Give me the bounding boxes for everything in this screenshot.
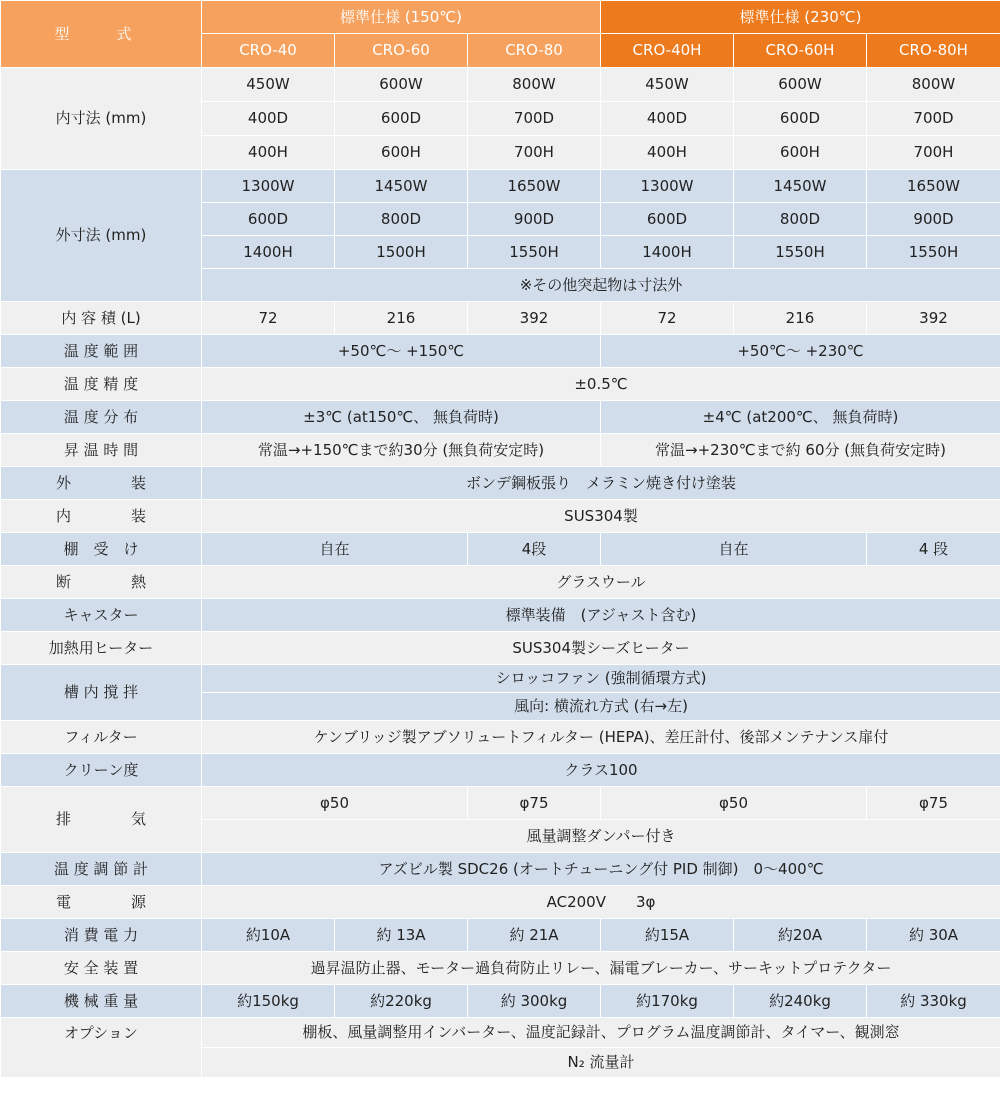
cell: 約 300kg bbox=[468, 985, 601, 1018]
cell: 約 13A bbox=[335, 919, 468, 952]
cell: 72 bbox=[601, 302, 734, 335]
cell: 過昇温防止器、モーター過負荷防止リレー、漏電ブレーカー、サーキットプロテクター bbox=[202, 952, 1000, 985]
cell: 約 21A bbox=[468, 919, 601, 952]
cell: 400D bbox=[202, 102, 335, 136]
cell: +50℃～ +150℃ bbox=[202, 335, 601, 368]
cell: 600H bbox=[335, 136, 468, 170]
cell: 600D bbox=[734, 102, 867, 136]
row-label-agitation: 槽 内 撹 拌 bbox=[1, 665, 202, 721]
row-label-heatup-time: 昇 温 時 間 bbox=[1, 434, 202, 467]
model-header: 型 式 bbox=[1, 1, 202, 68]
cell: 600D bbox=[335, 102, 468, 136]
cell: 4段 bbox=[468, 533, 601, 566]
cell: 216 bbox=[335, 302, 468, 335]
cell: 72 bbox=[202, 302, 335, 335]
row-label-cleanliness: クリーン度 bbox=[1, 754, 202, 787]
cell: +50℃～ +230℃ bbox=[601, 335, 1000, 368]
cell: 900D bbox=[468, 203, 601, 236]
row-label-shelf-support: 棚 受 け bbox=[1, 533, 202, 566]
cell: 1300W bbox=[601, 170, 734, 203]
cell: 700D bbox=[867, 102, 1000, 136]
row-label-exterior: 外 装 bbox=[1, 467, 202, 500]
cell: 1650W bbox=[468, 170, 601, 203]
group-header-230: 標準仕様 (230℃) bbox=[601, 1, 1000, 34]
cell: 450W bbox=[601, 68, 734, 102]
cell: 700D bbox=[468, 102, 601, 136]
cell: 約15A bbox=[601, 919, 734, 952]
row-label-temp-range: 温 度 範 囲 bbox=[1, 335, 202, 368]
row-label-filter: フィルター bbox=[1, 721, 202, 754]
cell: 約240kg bbox=[734, 985, 867, 1018]
cell: φ50 bbox=[202, 787, 468, 820]
cell: 800W bbox=[867, 68, 1000, 102]
cell: シロッコファン (強制循環方式) bbox=[202, 665, 1000, 693]
model-name: CRO-60 bbox=[335, 34, 468, 68]
cell: 約20A bbox=[734, 919, 867, 952]
cell: φ75 bbox=[468, 787, 601, 820]
cell: 1550H bbox=[468, 236, 601, 269]
row-label-heater: 加熱用ヒーター bbox=[1, 632, 202, 665]
cell: 900D bbox=[867, 203, 1000, 236]
row-label-power-supply: 電 源 bbox=[1, 886, 202, 919]
cell: 700H bbox=[468, 136, 601, 170]
group-header-150: 標準仕様 (150℃) bbox=[202, 1, 601, 34]
cell: 400H bbox=[202, 136, 335, 170]
cell: グラスウール bbox=[202, 566, 1000, 599]
cell: 600H bbox=[734, 136, 867, 170]
row-label-safety: 安 全 装 置 bbox=[1, 952, 202, 985]
cell: 600D bbox=[601, 203, 734, 236]
cell: 約170kg bbox=[601, 985, 734, 1018]
model-name: CRO-80H bbox=[867, 34, 1000, 68]
cell: 800D bbox=[335, 203, 468, 236]
cell: 約220kg bbox=[335, 985, 468, 1018]
row-label-weight: 機 械 重 量 bbox=[1, 985, 202, 1018]
cell: 450W bbox=[202, 68, 335, 102]
cell: 400H bbox=[601, 136, 734, 170]
cell: 392 bbox=[867, 302, 1000, 335]
cell: 1450W bbox=[335, 170, 468, 203]
cell: φ75 bbox=[867, 787, 1000, 820]
row-label-inner-dims: 内寸法 (mm) bbox=[1, 68, 202, 170]
row-label-outer-dims: 外寸法 (mm) bbox=[1, 170, 202, 302]
cell: 自在 bbox=[601, 533, 867, 566]
cell: 392 bbox=[468, 302, 601, 335]
cell: AC200V 3φ bbox=[202, 886, 1000, 919]
row-label-volume: 内 容 積 (L) bbox=[1, 302, 202, 335]
cell: 常温→+150℃まで約30分 (無負荷安定時) bbox=[202, 434, 601, 467]
row-label-insulation: 断 熱 bbox=[1, 566, 202, 599]
cell: 800W bbox=[468, 68, 601, 102]
cell: SUS304製 bbox=[202, 500, 1000, 533]
cell: ±0.5℃ bbox=[202, 368, 1000, 401]
cell: 4 段 bbox=[867, 533, 1000, 566]
model-name: CRO-40H bbox=[601, 34, 734, 68]
cell: 1400H bbox=[202, 236, 335, 269]
cell: 標準装備 (アジャスト含む) bbox=[202, 599, 1000, 632]
cell: ±4℃ (at200℃、 無負荷時) bbox=[601, 401, 1000, 434]
row-label-interior: 内 装 bbox=[1, 500, 202, 533]
cell: 216 bbox=[734, 302, 867, 335]
cell: ボンデ鋼板張り メラミン焼き付け塗装 bbox=[202, 467, 1000, 500]
model-name: CRO-60H bbox=[734, 34, 867, 68]
cell: クラス100 bbox=[202, 754, 1000, 787]
cell: 600D bbox=[202, 203, 335, 236]
row-label-power-consumption: 消 費 電 力 bbox=[1, 919, 202, 952]
cell: 800D bbox=[734, 203, 867, 236]
cell: 自在 bbox=[202, 533, 468, 566]
cell: 風向: 横流れ方式 (右→左) bbox=[202, 693, 1000, 721]
cell: 1550H bbox=[734, 236, 867, 269]
row-label-temp-distribution: 温 度 分 布 bbox=[1, 401, 202, 434]
outer-dims-note: ※その他突起物は寸法外 bbox=[202, 269, 1000, 302]
cell: 1500H bbox=[335, 236, 468, 269]
model-name: CRO-40 bbox=[202, 34, 335, 68]
cell: 約 30A bbox=[867, 919, 1000, 952]
cell: ケンブリッジ製アブソリュートフィルター (HEPA)、差圧計付、後部メンテナンス扉付 bbox=[202, 721, 1000, 754]
cell: 600W bbox=[734, 68, 867, 102]
model-name: CRO-80 bbox=[468, 34, 601, 68]
row-label-casters: キャスター bbox=[1, 599, 202, 632]
row-label-temp-controller: 温 度 調 節 計 bbox=[1, 853, 202, 886]
row-label-exhaust: 排 気 bbox=[1, 787, 202, 853]
cell: アズビル製 SDC26 (オートチューニング付 PID 制御) 0～400℃ bbox=[202, 853, 1000, 886]
cell: 400D bbox=[601, 102, 734, 136]
cell: 1450W bbox=[734, 170, 867, 203]
cell: 700H bbox=[867, 136, 1000, 170]
cell: 棚板、風量調整用インバーター、温度記録計、プログラム温度調節計、タイマー、観測窓 bbox=[202, 1018, 1000, 1048]
cell: φ50 bbox=[601, 787, 867, 820]
cell: 約10A bbox=[202, 919, 335, 952]
cell: 約150kg bbox=[202, 985, 335, 1018]
cell: 風量調整ダンパー付き bbox=[202, 820, 1000, 853]
cell: N₂ 流量計 bbox=[202, 1048, 1000, 1078]
cell: 1650W bbox=[867, 170, 1000, 203]
row-label-options: オプション bbox=[1, 1018, 202, 1078]
cell: SUS304製シーズヒーター bbox=[202, 632, 1000, 665]
cell: ±3℃ (at150℃、 無負荷時) bbox=[202, 401, 601, 434]
row-label-temp-accuracy: 温 度 精 度 bbox=[1, 368, 202, 401]
cell: 1550H bbox=[867, 236, 1000, 269]
cell: 約 330kg bbox=[867, 985, 1000, 1018]
cell: 常温→+230℃まで約 60分 (無負荷安定時) bbox=[601, 434, 1000, 467]
cell: 1300W bbox=[202, 170, 335, 203]
cell: 600W bbox=[335, 68, 468, 102]
cell: 1400H bbox=[601, 236, 734, 269]
